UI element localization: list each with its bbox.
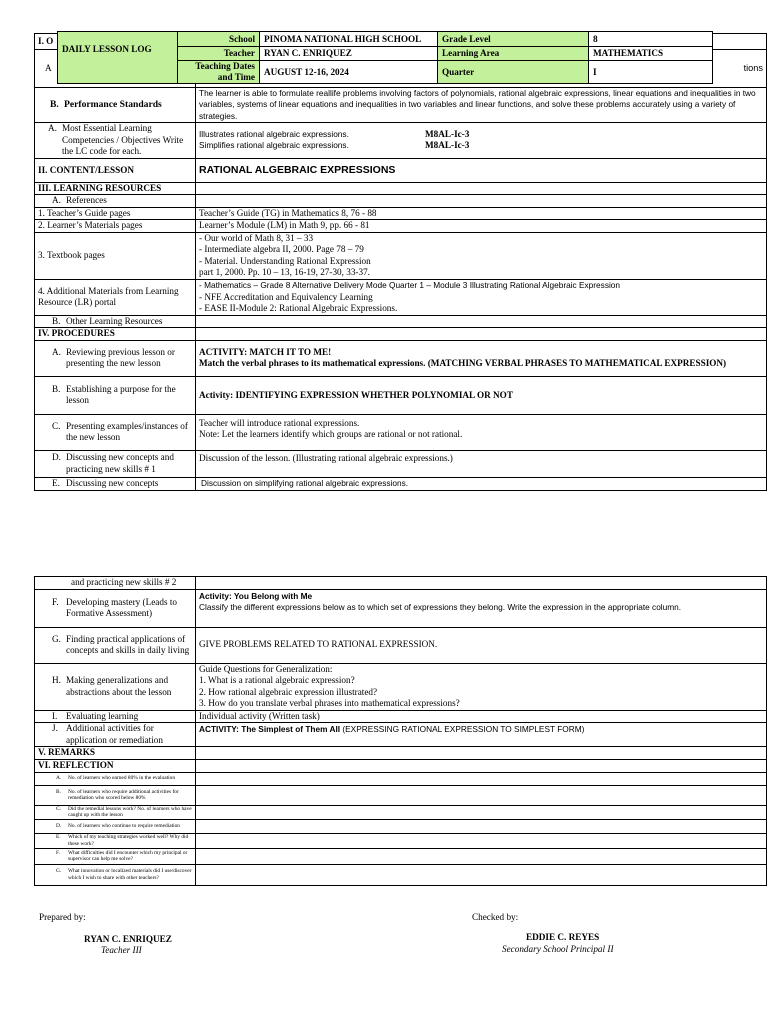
procedure-i-label: I. Evaluating learning	[35, 710, 196, 723]
section-objectives-label: I. O	[35, 34, 196, 50]
procedure-b-label: B. Establishing a purpose for the lesson	[35, 376, 196, 414]
teaching-dates-label: Teaching Dates and Time	[178, 61, 260, 84]
daily-lesson-log-title: DAILY LESSON LOG	[58, 32, 178, 84]
grade-level-label: Grade Level	[438, 32, 589, 47]
procedure-h-label: H. Making generalizations and abstractions about the lesson	[35, 663, 196, 710]
procedure-e-label-cont: and practicing new skills # 2	[35, 577, 196, 590]
content-lesson-label: II. CONTENT/LESSON	[35, 158, 196, 182]
procedure-c-text: Teacher will introduce rational expressions. Note: Let the learners identify which groups are rational or not rational.	[196, 414, 767, 450]
lesson-log-table-page1: I. O A tions B. Performance Standards The learner is able to formulate reallife problems involving factors of polynomials, rational algebraic expressions, linear equations and inequalities in two variables, systems of linear equations and inequalities in two variables and linear functions, and solve these problems accurately using a variety of strategies. A. Most Essential Learning Competencies / Objectives Write the LC code for each. Illustrates rational algebraic expressions. M8AL-Ic-3 Simplifies rational algebraic expressions. M8AL-Ic-3 II. CONTENT/LESSON RATIONAL ALGEBRAIC EXPRESSIONS III. LEARNING RESOURCES A. References 1. Teacher’s Guide pages Teacher’s Guide (TG) in Mathematics 8, 76 - 88 2. Learner’s Materials pages Learner’s Module (LM) in Math 9, pp. 66 - 81 3. Textbook pages - Our world of Math 8, 31 – 33 - Intermediate algebra II, 2000. Page 78 – 79 - Material. Understanding Rational Expression part 1, 2000. Pp. 10 – 13, 16-19, 27-30, 33-37. 4. Additional Materials from Learning Resource (LR) portal - Mathematics – Grade 8 Alternative Delivery Mode Quarter 1 – Module 3 Illustrating Rational Algebraic Expression - NFE Accreditation and Equivalency Learning - EASE II-Module 2: Rational Algebraic Expressions. B. Other Learning Resources IV. PROCEDURES A. Reviewing previous lesson or presenting the new lesson ACTIVITY: MATCH IT TO ME! Match the verbal phrases to its mathematical expressions. (MATCHING VERBAL PHRASES TO MATHEMATICAL EXPRESSION) B. Establishing a purpose for the lesson Activity: IDENTIFYING EXPRESSION WHETHER POLYNOMIAL OR NOT C. Presenting examples/instances of the new lesson Teacher will introduce rational expressions. Note: Let the learners identify which groups are rational or not rational. D. Discussing new concepts and practicing new skills # 1 Discussion of the lesson. (Illustrating rational algebraic expressions.) E. Discussing new concepts Discussion on simplifying rational algebraic expressions.	[34, 33, 767, 491]
references-label: A. References	[35, 195, 196, 208]
competencies-label: A. Most Essential Learning Competencies / Objectives Write the LC code for each.	[35, 122, 196, 158]
learners-materials-value: Learner’s Module (LM) in Math 9, pp. 66 - 81	[196, 220, 767, 233]
learners-materials-label: 2. Learner’s Materials pages	[35, 220, 196, 233]
procedure-c-label: C. Presenting examples/instances of the new lesson	[35, 414, 196, 450]
additional-materials-label: 4. Additional Materials from Learning Resource (LR) portal	[35, 279, 196, 315]
prepared-by-title: Teacher III	[101, 945, 142, 955]
additional-materials-value: - Mathematics – Grade 8 Alternative Delivery Mode Quarter 1 – Module 3 Illustrating Rational Algebraic Expression - NFE Accreditation and Equivalency Learning - EASE II-Module 2: Rational Algebraic Expressions.	[196, 279, 767, 315]
learning-area-value: MATHEMATICS	[589, 47, 713, 61]
procedure-a-text: ACTIVITY: MATCH IT TO ME! Match the verbal phrases to its mathematical expressions. (MATCHING VERBAL PHRASES TO MATHEMATICAL EXPRESSION)	[196, 340, 767, 376]
reflection-item: B. No. of learners who require additional activities for remediation who scored below 80%	[35, 785, 196, 805]
teacher-label: Teacher	[178, 47, 260, 61]
lesson-log-table-page2	[34, 576, 767, 886]
objective-a-cell: A	[35, 50, 196, 88]
reflection-item: A. No. of learners who earned 80% in the evaluation	[35, 772, 196, 785]
procedure-f-label: F. Developing mastery (Leads to Formative Assessment)	[35, 589, 196, 627]
quarter-value: I	[589, 61, 713, 84]
remarks-label: V. REMARKS	[35, 747, 196, 760]
procedures-label: IV. PROCEDURES	[35, 328, 196, 341]
textbook-pages-label: 3. Textbook pages	[35, 232, 196, 279]
procedure-e-label: E. Discussing new concepts	[35, 477, 196, 490]
procedure-b-text: Activity: IDENTIFYING EXPRESSION WHETHER POLYNOMIAL OR NOT	[196, 376, 767, 414]
procedure-f-text: Activity: You Belong with Me Classify the different expressions below as to which set of expressions they belong. Write the expression in the appropriate column.	[196, 589, 767, 627]
procedure-a-label: A. Reviewing previous lesson or presenting the new lesson	[35, 340, 196, 376]
grade-level-value: 8	[589, 32, 713, 47]
reflection-item: E. Which of my teaching strategies worked well? Why did these work?	[35, 833, 196, 848]
other-resources-label: B. Other Learning Resources	[35, 315, 196, 328]
competencies-text: Illustrates rational algebraic expressions. M8AL-Ic-3 Simplifies rational algebraic expressions. M8AL-Ic-3	[196, 122, 767, 158]
checked-by-label: Checked by:	[472, 912, 519, 922]
school-value: PINOMA NATIONAL HIGH SCHOOL	[260, 32, 438, 47]
procedure-j-text: ACTIVITY: The Simplest of Them All (EXPRESSING RATIONAL EXPRESSION TO SIMPLEST FORM)	[196, 723, 767, 747]
procedure-i-text: Individual activity (Written task)	[196, 710, 767, 723]
reflection-item: C. Did the remedial lessons work? No. of learners who have caught up with the lesson	[35, 805, 196, 819]
school-header	[57, 31, 713, 84]
reflection-item: G. What innovation or localized materials did I use/discover which I wish to share with other teachers?	[35, 864, 196, 885]
procedure-e-text: Discussion on simplifying rational algebraic expressions.	[196, 477, 767, 490]
procedure-g-label: G. Finding practical applications of concepts and skills in daily living	[35, 627, 196, 663]
learning-area-label: Learning Area	[438, 47, 589, 61]
procedure-j-label: J. Additional activities for application or remediation	[35, 723, 196, 747]
textbook-pages-value: - Our world of Math 8, 31 – 33 - Intermediate algebra II, 2000. Page 78 – 79 - Material. Understanding Rational Expression part 1, 2000. Pp. 10 – 13, 16-19, 27-30, 33-37.	[196, 232, 767, 279]
content-lesson-value: RATIONAL ALGEBRAIC EXPRESSIONS	[196, 158, 767, 182]
reflection-item: D. No. of learners who continue to require remediation	[35, 819, 196, 833]
procedure-d-text: Discussion of the lesson. (Illustrating rational algebraic expressions.)	[196, 450, 767, 477]
performance-standards-text: The learner is able to formulate reallife problems involving factors of polynomials, rational algebraic expressions, linear equations and inequalities in two variables, systems of linear equations and inequalities in two variables and linear functions, and solve these problems accurately using a variety of strategies.	[196, 88, 767, 123]
quarter-label: Quarter	[438, 61, 589, 84]
learning-resources-label: III. LEARNING RESOURCES	[35, 182, 196, 195]
reflection-item: F. What difficulties did I encounter which my principal or supervisor can help me solve?	[35, 848, 196, 864]
performance-standards-label: B. Performance Standards	[35, 88, 196, 123]
prepared-by-name: RYAN C. ENRIQUEZ	[84, 934, 172, 944]
teaching-dates-value: AUGUST 12-16, 2024	[260, 61, 438, 84]
procedure-g-text: GIVE PROBLEMS RELATED TO RATIONAL EXPRESSION.	[196, 627, 767, 663]
prepared-by-label: Prepared by:	[39, 912, 86, 922]
school-label: School	[178, 32, 260, 47]
reflection-label: VI. REFLECTION	[35, 760, 196, 773]
procedure-d-label: D. Discussing new concepts and practicing new skills # 1	[35, 450, 196, 477]
checked-by-name: EDDIE C. REYES	[526, 932, 600, 942]
procedure-h-text: Guide Questions for Generalization: 1. What is a rational algebraic expression? 2. How rational algebraic expression illustrated? 3. How do you translate verbal phrases into mathematical expressions?	[196, 663, 767, 710]
teachers-guide-value: Teacher’s Guide (TG) in Mathematics 8, 76 - 88	[196, 207, 767, 220]
teacher-value: RYAN C. ENRIQUEZ	[260, 47, 438, 61]
checked-by-title: Secondary School Principal II	[502, 944, 614, 954]
teachers-guide-label: 1. Teacher’s Guide pages	[35, 207, 196, 220]
